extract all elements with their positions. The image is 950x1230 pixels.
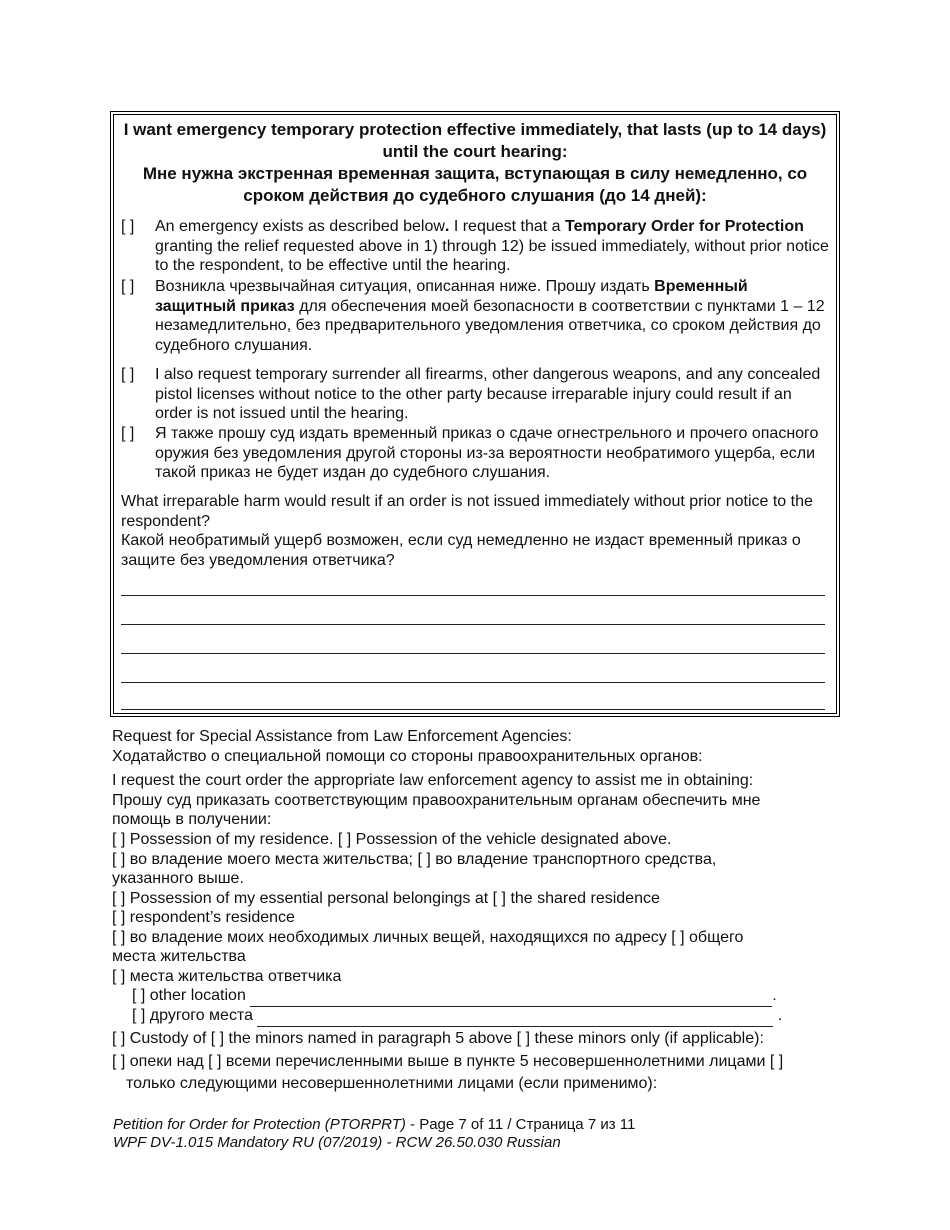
checkbox-emergency-ru[interactable]: [ ] — [121, 278, 135, 295]
custody-ru-line2: только следующими несовершеннолетними лицами (если применимо): — [126, 1075, 658, 1092]
respondent-residence-ru[interactable]: [ ] места жительства ответчика — [112, 968, 342, 985]
belongings-ru-line1[interactable]: [ ] во владение моих необходимых личных вещей, находящихся по адресу [ ] общего — [112, 929, 744, 946]
heading-ru: Мне нужна экстренная временная защита, вступающая в силу немедленно, со сроком действия до судебного слушания (до 14 дней): — [142, 164, 808, 205]
other-location-en: [ ] other location . — [132, 986, 872, 1007]
other-location-ru: [ ] другого места . — [132, 1006, 872, 1027]
possession-en[interactable]: [ ] Possession of my residence. [ ] Possession of the vehicle designated above. — [112, 831, 672, 848]
harm-question-en: What irreparable harm would result if an order is not issued immediately without prior notice to the respondent? — [121, 493, 813, 530]
harm-question-ru: Какой необратимый ущерб возможен, если суд немедленно не издаст временный приказ о защите без уведомления ответчика? — [121, 532, 801, 569]
checkbox-firearms-en[interactable]: [ ] — [121, 366, 135, 383]
page-number: - Page 7 of 11 / Страница 7 из 11 — [405, 1116, 636, 1133]
belongings-ru-line2: места жительства — [112, 948, 246, 965]
harm-answer-line[interactable] — [121, 595, 825, 596]
harm-answer-line[interactable] — [121, 682, 825, 683]
form-title: Petition for Order for Protection (PTORPRT) — [113, 1116, 406, 1133]
assistance-title-en: Request for Special Assistance from Law Enforcement Agencies: — [112, 728, 572, 745]
other-location-en-field[interactable] — [250, 986, 772, 1007]
possession-ru-line1[interactable]: [ ] во владение моего места жительства; [ ] во владение транспортного средства, — [112, 851, 717, 868]
harm-answer-line[interactable] — [121, 624, 825, 625]
request-ru-line1: Прошу суд приказать соответствующим правоохранительным органам обеспечить мне — [112, 792, 761, 809]
checkbox-firearms-ru[interactable]: [ ] — [121, 425, 135, 442]
possession-ru-line2: указанного выше. — [112, 870, 244, 887]
footer-line1 — [113, 1116, 635, 1134]
checkbox-emergency-en[interactable]: [ ] — [121, 218, 135, 235]
custody-ru-line1[interactable]: [ ] опеки над [ ] всеми перечисленными выше в пункте 5 несовершеннолетними лицами [ ] — [112, 1053, 784, 1070]
request-ru-line2: помощь в получении: — [112, 811, 272, 828]
harm-answer-line[interactable] — [121, 653, 825, 654]
heading-en: I want emergency temporary protection effective immediately, that lasts (up to 14 days) until the court hearing: — [123, 120, 827, 161]
custody-en[interactable]: [ ] Custody of [ ] the minors named in paragraph 5 above [ ] these minors only (if applicable): — [112, 1030, 764, 1047]
assistance-title-ru: Ходатайство о специальной помощи со стороны правоохранительных органов: — [112, 748, 703, 765]
footer-form-code: WPF DV-1.015 Mandatory RU (07/2019) - RCW 26.50.030 Russian — [113, 1134, 561, 1151]
respondent-residence-en[interactable]: [ ] respondent’s residence — [112, 909, 295, 926]
belongings-en[interactable]: [ ] Possession of my essential personal belongings at [ ] the shared residence — [112, 890, 660, 907]
harm-answer-line[interactable] — [121, 709, 825, 710]
request-en: I request the court order the appropriate law enforcement agency to assist me in obtaining: — [112, 772, 754, 789]
other-location-ru-field[interactable] — [257, 1006, 773, 1027]
